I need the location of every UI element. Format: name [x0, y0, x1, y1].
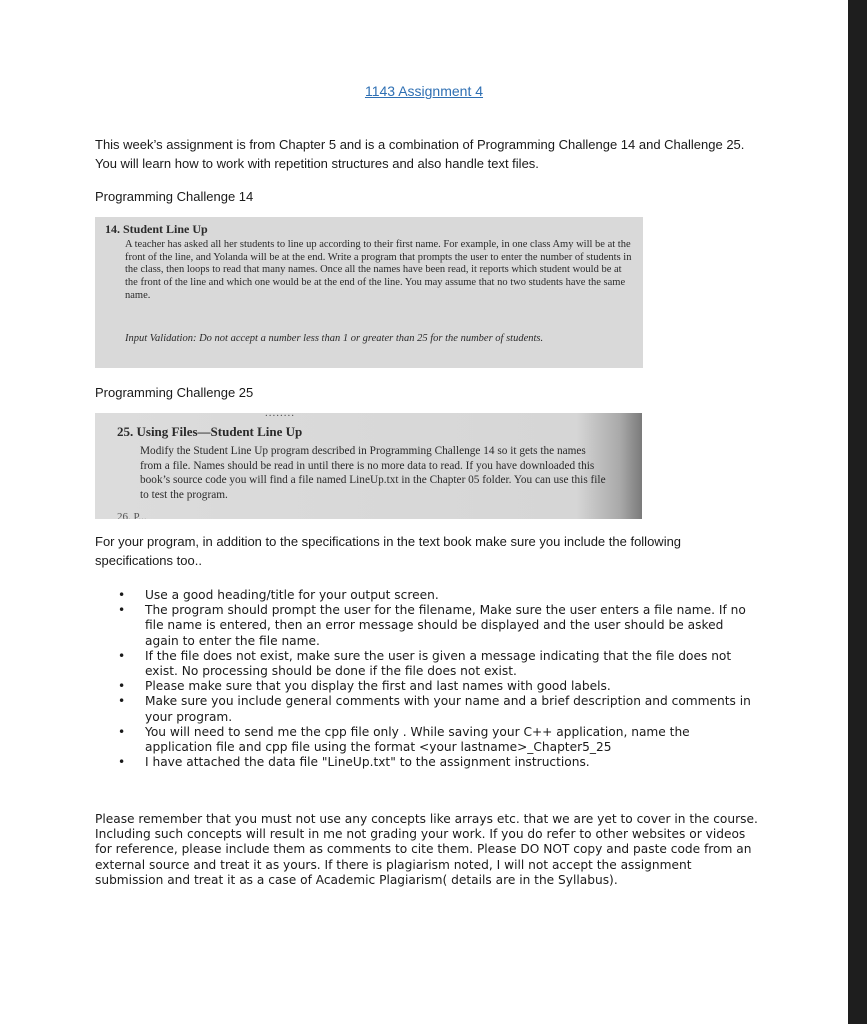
challenge-25-scan [95, 413, 642, 519]
list-item: • Please make sure that you display the first and last names with good labels. [110, 679, 760, 694]
challenge-14-heading: 14. Student Line Up [105, 222, 208, 236]
challenge-14-validation: Input Validation: Do not accept a number less than 1 or greater than 25 for the number of students. [125, 333, 544, 344]
list-item: • Use a good heading/title for your output screen. [110, 588, 760, 603]
specifications-intro: For your program, in addition to the specifications in the text book make sure you include the following specifications too.. [95, 534, 682, 568]
challenge-14-scan [95, 217, 643, 368]
challenge-25-cut-top-text: ........ [265, 413, 295, 419]
list-item: • Make sure you include general comments with your name and a brief description and comments in your program. [110, 694, 760, 724]
challenge-14-body: A teacher has asked all her students to line up according to their first name. For example, in one class Amy will be at the front of the line, and Yolanda will be at the end. Write a program that prompts the user to enter the number of students in the class, then loops to read that many names. Once all the names have been read, it reports which student would be at the front of the line and which one would be at the end of the line. You may assume that no two students have the same name. [125, 239, 632, 301]
challenge-25-heading: 25. Using Files—Student Line Up [117, 424, 303, 439]
challenge-25-body: Modify the Student Line Up program described in Programming Challenge 14 so it gets the names from a file. Names should be read in until there is no more data to read. If you have downloaded this book’s source code you will find a file named LineUp.txt in the Chapter 05 folder. You can use this file to test the program. [140, 445, 606, 501]
list-item: • I have attached the data file "LineUp.txt" to the assignment instructions. [110, 755, 760, 770]
list-item: • If the file does not exist, make sure the user is given a message indicating that the file does not exist. No processing should be done if the file does not exist. [110, 649, 760, 679]
challenge-14-label: Programming Challenge 14 [95, 189, 254, 204]
viewer-edge-bar [848, 0, 867, 1024]
challenge-25-label: Programming Challenge 25 [95, 385, 254, 400]
challenge-25-cut-bottom-text: 26. P... [117, 511, 147, 519]
closing-paragraph: Please remember that you must not use any concepts like arrays etc. that we are yet to cover in the course. Including such concepts will result in me not grading your work. If you do refer to other websites or videos for reference, please include them as comments to cite them. Please DO NOT copy and paste code from an external source and treat it as yours. If there is plagiarism noted, I will not accept the assignment submission and treat it as a case of Academic Plagiarism( details are in the Syllabus). [95, 812, 758, 887]
document-title: 1143 Assignment 4 [364, 83, 484, 99]
specifications-list [110, 588, 760, 770]
list-item: • The program should prompt the user for the filename, Make sure the user enters a file name. If no file name is entered, then an error message should be displayed and the user should be asked again to enter the file name. [110, 603, 760, 649]
intro-paragraph: This week’s assignment is from Chapter 5 and is a combination of Programming Challenge 14 and Challenge 25. You will learn how to work with repetition structures and also handle text files. [95, 137, 745, 171]
list-item: • You will need to send me the cpp file only . While saving your C++ application, name the application file and cpp file using the format <your lastname>_Chapter5_25 [110, 725, 760, 755]
